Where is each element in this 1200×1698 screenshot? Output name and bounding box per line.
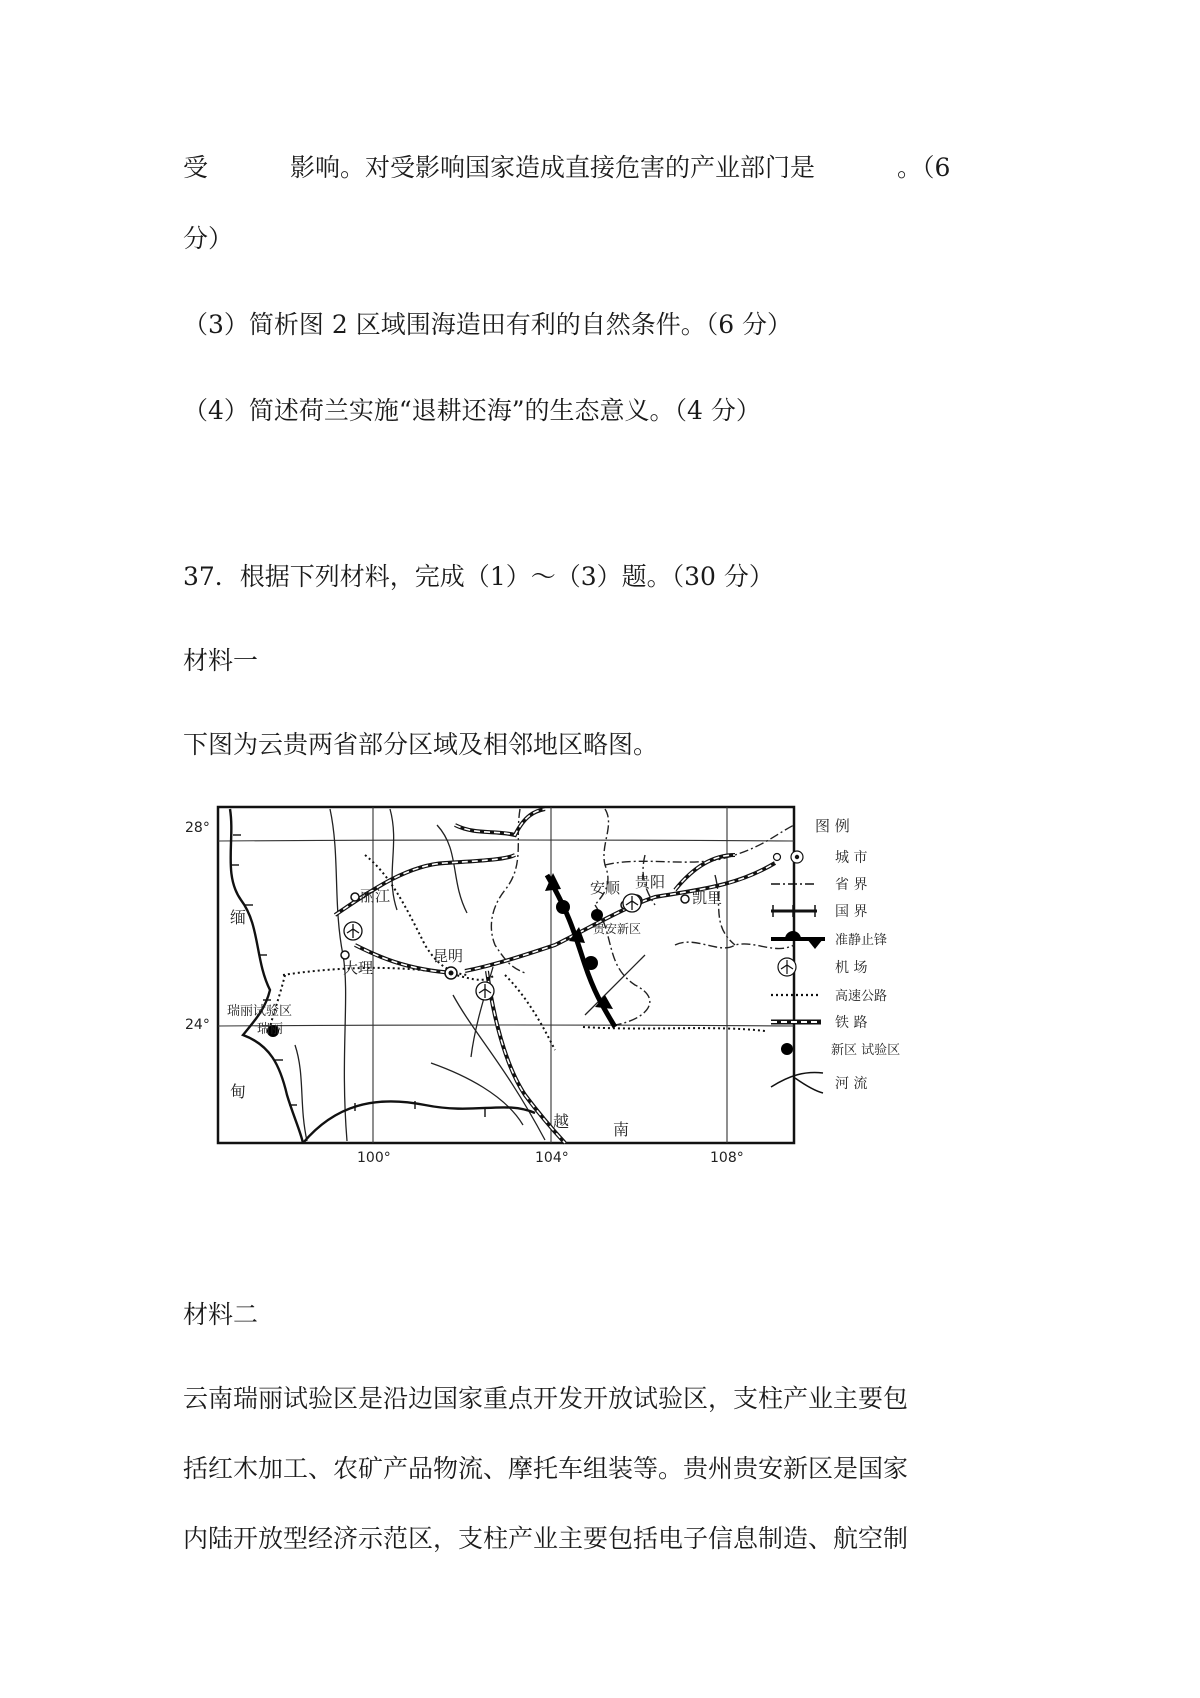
- legend-zone-icon: [781, 1043, 793, 1055]
- city-kaili-marker: [681, 895, 689, 903]
- label-guian-new-zone: 贵安新区: [593, 922, 642, 936]
- question-line-1: [183, 155, 950, 180]
- legend-title: 图 例: [815, 817, 850, 835]
- legend-province: 省 界: [835, 877, 868, 893]
- material-2-line-1: 云南瑞丽试验区是沿边国家重点开发开放试验区，支柱产业主要包: [183, 1384, 909, 1413]
- lon-label-104: 104°: [535, 1150, 569, 1165]
- question-3: （3）简析图 2 区域围海造田有利的自然条件。（6 分）: [183, 310, 793, 339]
- material-1-text: 下图为云贵两省部分区域及相邻地区略图。: [183, 730, 659, 759]
- label-guiyang: 贵阳: [635, 873, 666, 891]
- q2-text-a: 受: [183, 153, 209, 182]
- yunnan-guizhou-map: [175, 795, 955, 1165]
- material-2-line-3: 内陆开放型经济示范区，支柱产业主要包括电子信息制造、航空制: [183, 1524, 909, 1553]
- legend-highway: 高速公路: [835, 989, 888, 1004]
- label-kaili: 凯里: [692, 889, 723, 907]
- city-lijiang-marker: [351, 893, 359, 901]
- legend-city-small-icon: [774, 854, 781, 861]
- lat-label-24: 24°: [185, 1017, 210, 1033]
- label-vietnam-2: 南: [613, 1120, 630, 1139]
- label-dali: 大理: [343, 959, 374, 977]
- legend-river: 河 流: [835, 1076, 868, 1092]
- guian-zone-dot: [591, 909, 603, 921]
- lat-label-28: 28°: [185, 820, 210, 836]
- lon-label-108: 108°: [710, 1150, 744, 1165]
- question-4: （4）简述荷兰实施“退耕还海”的生态意义。（4 分）: [183, 396, 761, 425]
- label-kunming: 昆明: [433, 947, 464, 965]
- city-kunming-dot: [449, 971, 454, 976]
- label-anshun: 安顺: [590, 879, 621, 897]
- city-dali-marker: [341, 951, 349, 959]
- label-ruili: 瑞丽: [257, 1022, 284, 1037]
- label-myanmar-2: 甸: [230, 1082, 247, 1101]
- q2-text-c: 。（6: [897, 153, 951, 182]
- legend-zone: 新区 试验区: [831, 1043, 901, 1058]
- legend-city: 城 市: [835, 850, 868, 866]
- label-ruili-zone: 瑞丽试验区: [227, 1004, 293, 1019]
- material-2-heading: 材料二: [183, 1300, 259, 1329]
- question-line-2: 分）: [183, 224, 234, 253]
- question-37-title: 37．根据下列材料，完成（1）～（3）题。（30 分）: [183, 562, 774, 591]
- legend-railway: 铁 路: [835, 1015, 868, 1031]
- material-2-line-2: 括红木加工、农矿产品物流、摩托车组装等。贵州贵安新区是国家: [183, 1454, 909, 1483]
- label-myanmar-1: 缅: [230, 908, 247, 927]
- lon-label-100: 100°: [357, 1150, 391, 1165]
- legend-front: 准静止锋: [835, 933, 888, 948]
- label-vietnam-1: 越: [553, 1112, 570, 1131]
- legend-national: 国 界: [835, 904, 868, 920]
- legend-airport: 机 场: [835, 960, 868, 976]
- material-1-heading: 材料一: [183, 646, 259, 675]
- q2-text-b: 影响。对受影响国家造成直接危害的产业部门是: [290, 153, 816, 182]
- label-lijiang: 丽江: [360, 887, 391, 905]
